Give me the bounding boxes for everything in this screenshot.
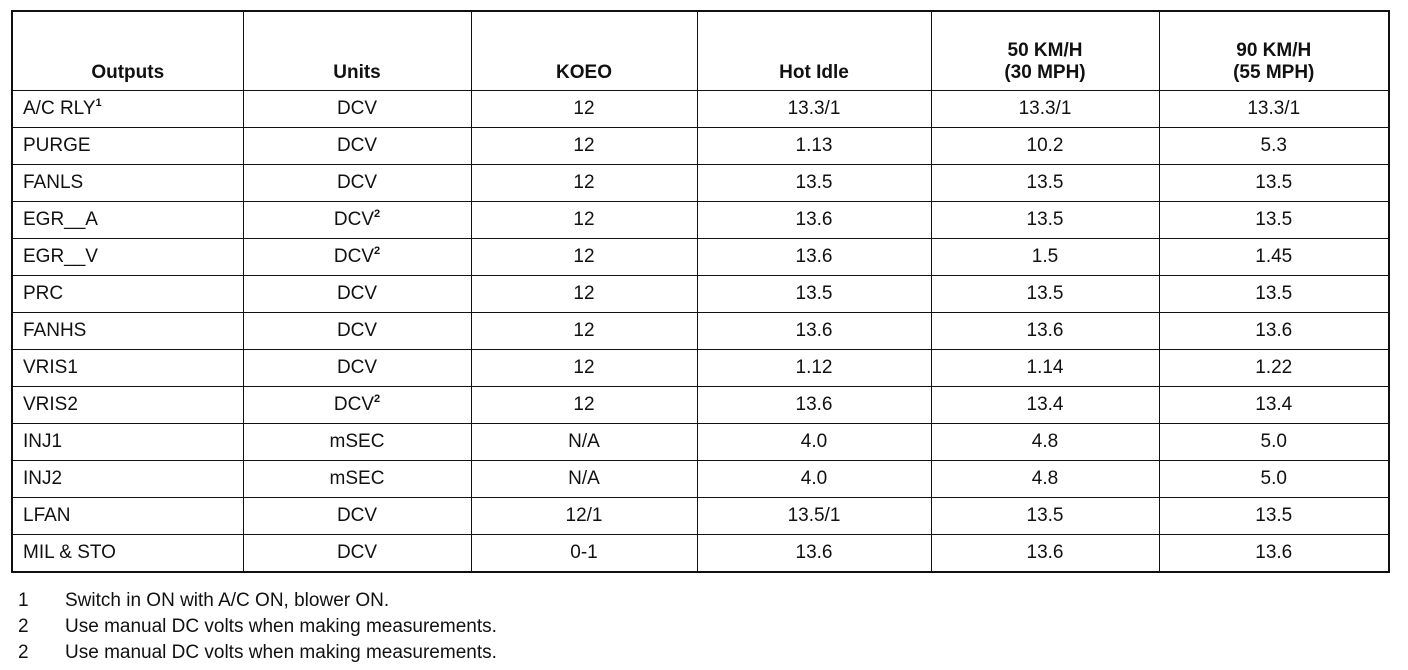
kmh90-cell: 5.0 [1159,424,1389,461]
units-cell [243,239,471,276]
units-value: DCV [336,172,378,193]
output-name: FANHS [23,320,87,341]
koeo-cell: 12 [471,165,697,202]
header-line: 90 KM/H [1236,40,1312,61]
footnote-text: Switch in ON with A/C ON, blower ON. [65,590,390,611]
units-value: DCV [336,135,378,156]
table-row [12,165,1389,202]
units-cell [243,128,471,165]
koeo-cell: 12 [471,350,697,387]
header-line: Hot Idle [779,62,849,83]
table-row [12,387,1389,424]
output-name: PURGE [23,135,91,156]
header-koeo [471,11,697,91]
footnote-number: 2 [18,616,29,637]
kmh50-cell: 13.5 [931,202,1159,239]
kmh90-cell: 13.3/1 [1159,91,1389,128]
footnote-number: 1 [18,590,29,611]
footnote [18,614,497,640]
kmh90-cell: 1.45 [1159,239,1389,276]
output-cell [12,313,243,350]
kmh90-cell: 13.5 [1159,276,1389,313]
kmh50-cell: 13.3/1 [931,91,1159,128]
koeo-cell: 12 [471,313,697,350]
kmh50-cell: 4.8 [931,461,1159,498]
units-cell [243,387,471,424]
kmh90-cell: 13.6 [1159,535,1389,573]
table-row [12,461,1389,498]
kmh90-cell: 13.4 [1159,387,1389,424]
hot-idle-cell: 13.6 [697,202,931,239]
output-name: VRIS1 [23,357,78,378]
footnote [18,588,497,614]
kmh50-cell: 13.4 [931,387,1159,424]
kmh50-cell: 13.5 [931,165,1159,202]
kmh90-cell: 13.5 [1159,202,1389,239]
kmh90-cell: 13.6 [1159,313,1389,350]
output-cell [12,165,243,202]
footnote [18,640,497,666]
units-value: mSEC [329,468,385,489]
header-line: 50 KM/H [1007,40,1083,61]
units-cell [243,276,471,313]
header-line: Outputs [91,62,165,83]
hot-idle-cell: 13.6 [697,535,931,573]
units-value: DCV [336,357,378,378]
table-row [12,128,1389,165]
output-name: PRC [23,283,64,304]
units-cell [243,535,471,573]
koeo-cell: 12 [471,239,697,276]
output-cell [12,239,243,276]
koeo-cell: 0-1 [471,535,697,573]
koeo-cell: 12 [471,91,697,128]
kmh90-cell: 13.5 [1159,165,1389,202]
output-name: FANLS [23,172,84,193]
footnotes [18,588,497,666]
units-cell [243,202,471,239]
koeo-cell: N/A [471,461,697,498]
table-header [12,11,1389,91]
hot-idle-cell: 1.13 [697,128,931,165]
units-value: DCV [336,505,378,526]
units-value: mSEC [329,431,385,452]
table-row [12,535,1389,573]
units-cell [243,424,471,461]
footnote-text: Use manual DC volts when making measurements. [65,616,497,637]
header-hot-idle [697,11,931,91]
units-value: DCV [333,394,374,415]
hot-idle-cell: 4.0 [697,424,931,461]
output-name: INJ1 [23,431,63,452]
units-value: DCV [336,320,378,341]
units-footnote-ref: 2 [374,393,381,405]
hot-idle-cell: 4.0 [697,461,931,498]
output-cell [12,498,243,535]
units-cell [243,313,471,350]
hot-idle-cell: 13.6 [697,387,931,424]
output-cell [12,461,243,498]
output-name: A/C RLY [23,98,96,119]
kmh50-cell: 10.2 [931,128,1159,165]
units-cell [243,498,471,535]
footnote-number: 2 [18,642,29,663]
header-line: KOEO [556,62,612,83]
kmh50-cell: 13.6 [931,535,1159,573]
output-cell [12,91,243,128]
hot-idle-cell: 13.5 [697,276,931,313]
output-cell [12,128,243,165]
units-value: DCV [336,283,378,304]
header-outputs [12,11,243,91]
kmh90-cell: 1.22 [1159,350,1389,387]
output-name: EGR__A [23,209,98,230]
koeo-cell: 12 [471,128,697,165]
outputs-spec-table [11,10,1390,573]
output-name: LFAN [23,505,71,526]
output-cell [12,276,243,313]
table-row [12,313,1389,350]
koeo-cell: 12 [471,202,697,239]
footnote-text: Use manual DC volts when making measurements. [65,642,497,663]
kmh50-cell: 13.6 [931,313,1159,350]
kmh50-cell: 4.8 [931,424,1159,461]
output-cell [12,202,243,239]
output-cell [12,535,243,573]
header-90-kmh [1159,11,1389,91]
hot-idle-cell: 13.5/1 [697,498,931,535]
units-cell [243,350,471,387]
header-line: Units [333,62,381,83]
units-value: DCV [333,209,374,230]
output-name: VRIS2 [23,394,78,415]
output-name: EGR__V [23,246,98,267]
header-row [12,11,1389,91]
output-cell [12,350,243,387]
output-cell [12,424,243,461]
kmh50-cell: 1.5 [931,239,1159,276]
header-line: (30 MPH) [1004,62,1086,83]
kmh90-cell: 13.5 [1159,498,1389,535]
output-footnote-ref: 1 [95,97,102,109]
kmh90-cell: 5.0 [1159,461,1389,498]
hot-idle-cell: 13.5 [697,165,931,202]
hot-idle-cell: 13.6 [697,313,931,350]
units-footnote-ref: 2 [374,208,381,220]
table-row [12,350,1389,387]
table-row [12,91,1389,128]
table-row [12,276,1389,313]
header-line: (55 MPH) [1233,62,1315,83]
output-name: MIL & STO [23,542,116,563]
koeo-cell: 12 [471,276,697,313]
units-footnote-ref: 2 [374,245,381,257]
table-row [12,239,1389,276]
units-value: DCV [336,98,378,119]
units-cell [243,461,471,498]
kmh90-cell: 5.3 [1159,128,1389,165]
kmh50-cell: 1.14 [931,350,1159,387]
header-units [243,11,471,91]
table-body [12,91,1389,573]
hot-idle-cell: 1.12 [697,350,931,387]
koeo-cell: 12/1 [471,498,697,535]
hot-idle-cell: 13.6 [697,239,931,276]
units-value: DCV [336,542,378,563]
koeo-cell: 12 [471,387,697,424]
units-cell [243,91,471,128]
table-row [12,498,1389,535]
header-50-kmh [931,11,1159,91]
kmh50-cell: 13.5 [931,276,1159,313]
hot-idle-cell: 13.3/1 [697,91,931,128]
koeo-cell: N/A [471,424,697,461]
output-cell [12,387,243,424]
table-row [12,202,1389,239]
kmh50-cell: 13.5 [931,498,1159,535]
output-name: INJ2 [23,468,63,489]
table-row [12,424,1389,461]
units-cell [243,165,471,202]
units-value: DCV [333,246,374,267]
